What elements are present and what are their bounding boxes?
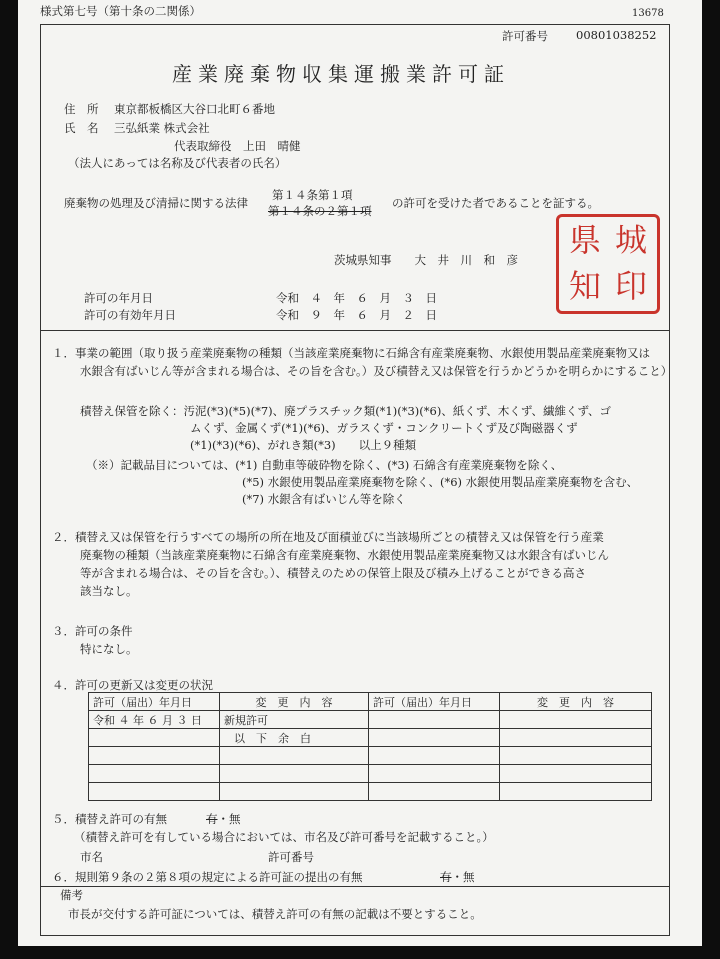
serial-number: 13678 bbox=[632, 8, 664, 19]
section5-status: 有・無 bbox=[206, 812, 241, 826]
history-table bbox=[88, 692, 652, 801]
representative-name: 代表取締役 上田 晴健 bbox=[174, 139, 301, 153]
valid-date-label: 許可の有効年月日 bbox=[84, 308, 176, 322]
address-value: 東京都板橋区大谷口北町６番地 bbox=[114, 102, 275, 116]
section2-line3: 等が含まれる場合は、その旨を含む。）、積替えのための保管上限及び積み上げることができる高さ bbox=[80, 566, 586, 580]
remarks-label: 備考 bbox=[60, 888, 83, 902]
section1-items3: (*1)(*3)(*6)、がれき類(*3) 以上９種類 bbox=[190, 438, 417, 452]
section2-line4: 該当なし。 bbox=[80, 584, 138, 598]
section5-note: （積替え許可を有している場合においては、市名及び許可番号を記載すること。） bbox=[74, 830, 494, 844]
section1-line1: １．事業の範囲（取り扱う産業廃棄物の種類（当該産業廃棄物に石綿含有産業廃棄物、水銀使用製品産業廃棄物又は bbox=[52, 346, 650, 360]
name-note: （法人にあっては名称及び代表者の氏名） bbox=[68, 156, 287, 170]
divider bbox=[40, 330, 669, 331]
table-cell: 以 下 余 白 bbox=[220, 729, 369, 747]
permit-number-field-label: 許可番号 bbox=[268, 850, 314, 864]
divider bbox=[40, 886, 669, 887]
law-text: 廃棄物の処理及び清掃に関する法律 bbox=[64, 196, 248, 210]
table-row bbox=[89, 765, 652, 783]
table-row bbox=[89, 711, 652, 729]
table-row bbox=[89, 747, 652, 765]
permit-date: 令和 ４ 年 ６ 月 ３ 日 bbox=[276, 291, 437, 305]
valid-date: 令和 ９ 年 ６ 月 ２ 日 bbox=[276, 308, 437, 322]
permit-number-label: 許可番号 bbox=[502, 29, 548, 43]
law-article-active: 第１４条第１項 bbox=[272, 188, 353, 202]
table-row bbox=[89, 783, 652, 801]
table-row bbox=[89, 693, 652, 711]
table-header: 変 更 内 容 bbox=[220, 693, 369, 711]
section2-line2: 廃棄物の種類（当該産業廃棄物に石綿含有産業廃棄物、水銀使用製品産業廃棄物又は水銀含有ばいじん bbox=[80, 548, 609, 562]
governor-name: 茨城県知事 大 井 川 和 彦 bbox=[334, 253, 518, 267]
table-header: 変 更 内 容 bbox=[500, 693, 652, 711]
table-row bbox=[89, 729, 652, 747]
section5-title: ５．積替え許可の有無 bbox=[52, 812, 167, 826]
city-label: 市名 bbox=[80, 850, 103, 864]
table-header: 許可（届出）年月日 bbox=[369, 693, 500, 711]
certify-text: の許可を受けた者であることを証する。 bbox=[392, 196, 599, 210]
official-seal: 県 城知 印 bbox=[556, 214, 660, 314]
company-name: 三弘紙業 株式会社 bbox=[114, 121, 210, 135]
table-header: 許可（届出）年月日 bbox=[89, 693, 220, 711]
section2-line1: ２．積替え又は保管を行うすべての場所の所在地及び面積並びに当該場所ごとの積替え又は保管を行う産業 bbox=[52, 530, 604, 544]
section6-status: 有・無 bbox=[440, 870, 475, 884]
section3-body: 特になし。 bbox=[80, 642, 138, 656]
section3-title: ３．許可の条件 bbox=[52, 624, 133, 638]
section1-line2: 水銀含有ばいじん等が含まれる場合は、その旨を含む。）及び積替え又は保管を行うかどうかを明らかにすること） bbox=[80, 364, 673, 378]
section6-title: ６．規則第９条の２第８項の規定による許可証の提出の有無 bbox=[52, 870, 363, 884]
section1-note1: （※）記載品目については、(*1) 自動車等破砕物を除く、(*3) 石綿含有産業廃棄物を除く、 bbox=[86, 458, 563, 472]
section1-items2: ムくず、金属くず(*1)(*6)、ガラスくず・コンクリートくず及び陶磁器くず bbox=[190, 421, 578, 435]
address-label: 住 所 bbox=[64, 102, 99, 116]
form-number: 様式第七号（第十条の二関係） bbox=[40, 4, 201, 18]
section1-note3: (*7) 水銀含有ばいじん等を除く bbox=[242, 492, 406, 506]
law-article-struck: 第１４条の２第１項 bbox=[268, 204, 372, 218]
name-label: 氏 名 bbox=[64, 121, 99, 135]
section4-title: ４．許可の更新又は変更の状況 bbox=[52, 678, 213, 692]
page-title: 産業廃棄物収集運搬業許可証 bbox=[172, 62, 510, 86]
permit-date-label: 許可の年月日 bbox=[84, 291, 153, 305]
table-cell: 新規許可 bbox=[220, 711, 369, 729]
remarks-text: 市長が交付する許可証については、積替え許可の有無の記載は不要とすること。 bbox=[68, 907, 482, 921]
section1-note2: (*5) 水銀使用製品産業廃棄物を除く、(*6) 水銀使用製品産業廃棄物を含む、 bbox=[242, 475, 639, 489]
section1-items1: 積替え保管を除く：汚泥(*3)(*5)(*7)、廃プラスチック類(*1)(*3)(*6)、紙くず、木くず、繊維くず、ゴ bbox=[80, 404, 612, 418]
permit-number: 00801038252 bbox=[576, 28, 657, 42]
table-cell: 令和 ４ 年 ６ 月 ３ 日 bbox=[89, 711, 220, 729]
